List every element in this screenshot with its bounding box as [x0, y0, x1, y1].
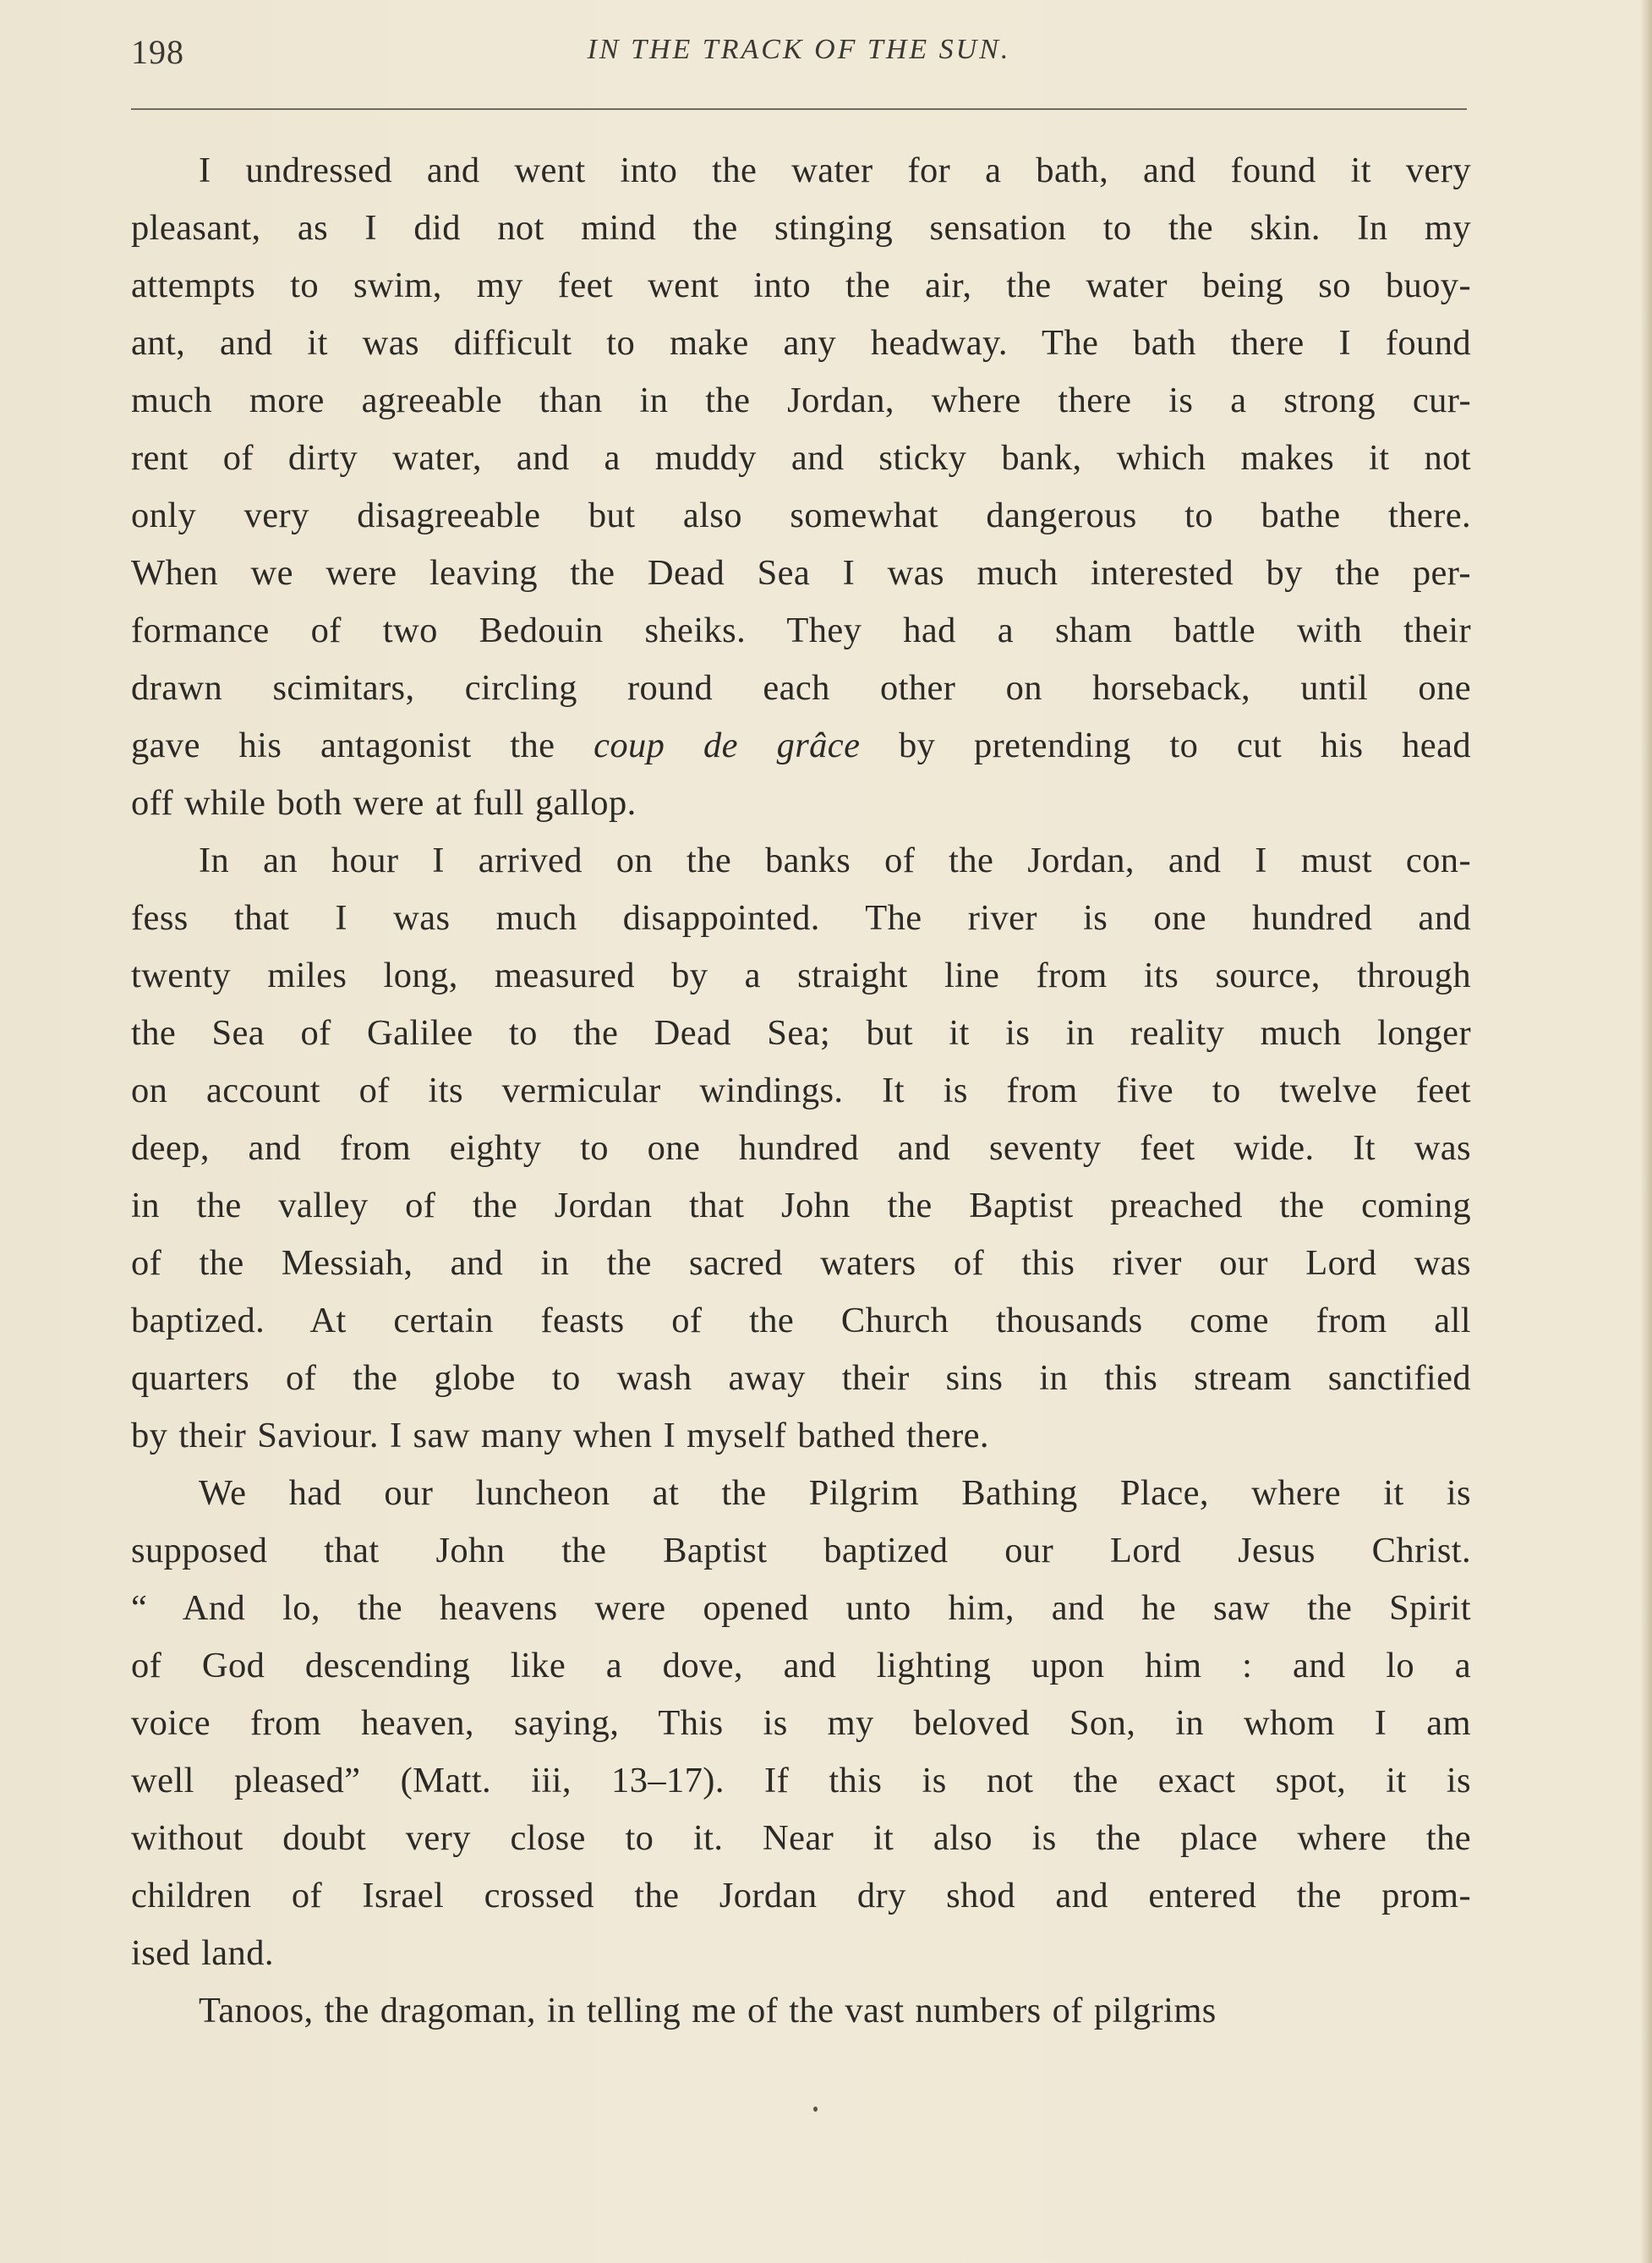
page-number: 198	[131, 33, 184, 71]
text-line: of God descending like a dove, and lighting upon him : and lo a	[131, 1646, 1471, 1685]
text-line: the Sea of Galilee to the Dead Sea; but it is in reality much longer	[131, 1013, 1471, 1053]
text-line: drawn scimitars, circling round each other on horseback, until one	[131, 668, 1471, 708]
text-line: twenty miles long, measured by a straight line from its source, through	[131, 956, 1471, 995]
page-header	[131, 32, 1467, 73]
text-line: only very disagreeable but also somewhat dangerous to bathe there.	[131, 496, 1471, 535]
text-segment: by pretending to cut his head	[860, 726, 1471, 765]
text-line: I undressed and went into the water for a bath, and found it very	[199, 151, 1471, 190]
text-line-with-italic	[131, 717, 1471, 775]
running-title: IN THE TRACK OF THE SUN.	[587, 34, 1011, 65]
text-line: formance of two Bedouin sheiks. They had a sham battle with their	[131, 611, 1471, 650]
text-line: quarters of the globe to wash away their sins in this stream sanctified	[131, 1358, 1471, 1398]
text-line: ised land.	[131, 1933, 274, 1973]
text-line: in the valley of the Jordan that John the Baptist preached the coming	[131, 1186, 1471, 1225]
paragraph	[131, 1465, 1471, 1982]
text-line: well pleased” (Matt. iii, 13–17). If this is not the exact spot, it is	[131, 1761, 1471, 1800]
paragraph	[131, 832, 1471, 1465]
text-line: much more agreeable than in the Jordan, where there is a strong cur-	[131, 381, 1471, 420]
text-line: fess that I was much disappointed. The river is one hundred and	[131, 898, 1471, 938]
text-line: by their Saviour. I saw many when I myself bathed there.	[131, 1416, 989, 1455]
text-line: without doubt very close to it. Near it also is the place where the	[131, 1818, 1471, 1858]
text-line: Tanoos, the dragoman, in telling me of the vast numbers of pilgrims	[199, 1991, 1217, 2030]
text-line: rent of dirty water, and a muddy and sticky bank, which makes it not	[131, 438, 1471, 478]
text-line: deep, and from eighty to one hundred and seventy feet wide. It was	[131, 1128, 1471, 1168]
text-line: In an hour I arrived on the banks of the Jordan, and I must con-	[199, 841, 1471, 880]
text-line: voice from heaven, saying, This is my beloved Son, in whom I am	[131, 1703, 1471, 1743]
text-line: pleasant, as I did not mind the stinging sensation to the skin. In my	[131, 208, 1471, 248]
text-line: When we were leaving the Dead Sea I was much interested by the per-	[131, 553, 1471, 593]
paragraph	[131, 142, 1471, 832]
text-line: “ And lo, the heavens were opened unto him, and he saw the Spirit	[131, 1588, 1471, 1628]
text-line: ant, and it was difficult to make any headway. The bath there I found	[131, 323, 1471, 363]
text-line: We had our luncheon at the Pilgrim Bathing Place, where it is	[199, 1473, 1471, 1513]
body-text	[131, 142, 1471, 2040]
print-speck	[813, 2107, 818, 2112]
text-segment: gave his antagonist the	[131, 726, 594, 765]
header-rule	[131, 108, 1467, 110]
text-line: off while both were at full gallop.	[131, 783, 637, 823]
text-line: supposed that John the Baptist baptized our Lord Jesus Christ.	[131, 1531, 1471, 1570]
text-line: children of Israel crossed the Jordan dry shod and entered the prom-	[131, 1876, 1471, 1915]
page-edge-shadow	[1640, 0, 1652, 2263]
paragraph	[131, 1982, 1471, 2040]
text-line: on account of its vermicular windings. It is from five to twelve feet	[131, 1071, 1471, 1110]
text-line: attempts to swim, my feet went into the air, the water being so buoy-	[131, 266, 1471, 305]
text-line: of the Messiah, and in the sacred waters of this river our Lord was	[131, 1243, 1471, 1283]
text-line: baptized. At certain feasts of the Church thousands come from all	[131, 1301, 1471, 1340]
italic-phrase: coup de grâce	[594, 726, 861, 765]
